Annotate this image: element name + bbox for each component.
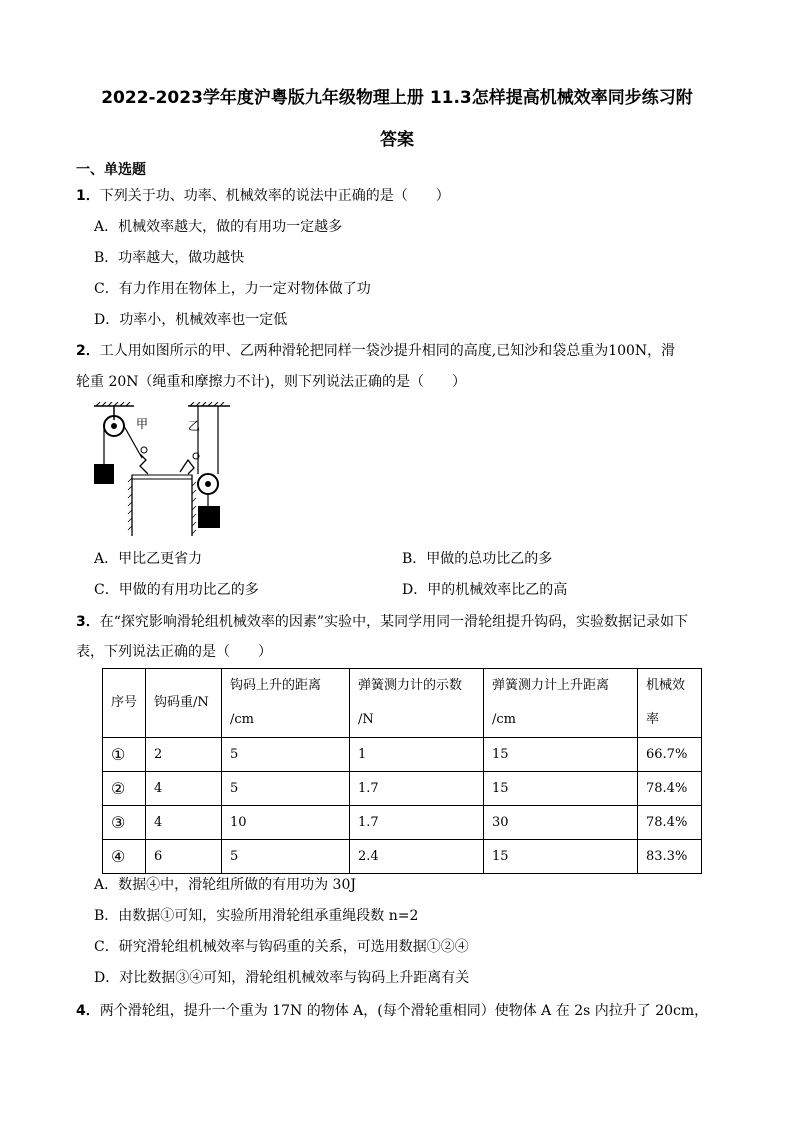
label-jia: 甲 (136, 417, 149, 431)
table-cell: ② (103, 772, 146, 806)
question-number: 3． (76, 614, 100, 630)
question-stem-line1: 工人用如图所示的甲、乙两种滑轮把同样一袋沙提升相同的高度,已知沙和袋总重为100N，滑 (99, 343, 676, 359)
question-2 (76, 342, 675, 360)
question-stem-line1: 两个滑轮组，提升一个重为 17N 的物体 A，(每个滑轮重相同）使物体 A 在 2s 内拉升了 20cm， (99, 1003, 709, 1019)
table-row (103, 738, 702, 772)
table-cell: 10 (222, 806, 350, 840)
table-cell: 2 (146, 738, 222, 772)
header-cell: 弹簧测力计的示数 /N (350, 669, 484, 738)
label-yi: 乙 (188, 419, 201, 433)
option-b: B．甲做的总功比乙的多 (402, 551, 553, 567)
question-stem: 下列关于功、功率、机械效率的说法中正确的是（ ） (99, 188, 450, 204)
table-cell: 15 (484, 772, 638, 806)
load-block-jia (94, 464, 114, 484)
table-cell: ① (103, 738, 146, 772)
table-cell: 15 (484, 738, 638, 772)
table-header-row (103, 669, 702, 738)
table-cell: 5 (222, 840, 350, 874)
table-cell: ③ (103, 806, 146, 840)
question-3 (76, 613, 688, 631)
question-1 (76, 187, 450, 205)
section-heading: 一、单选题 (76, 162, 146, 178)
header-cell: 钩码重/N (146, 669, 222, 738)
question-number: 4． (76, 1003, 100, 1019)
header-cell: 序号 (103, 669, 146, 738)
table-cell: ④ (103, 840, 146, 874)
option-b: B．由数据①可知，实验所用滑轮组承重绳段数 n=2 (94, 908, 419, 924)
option-b: B．功率越大，做功越快 (94, 250, 245, 266)
data-table (102, 668, 702, 874)
table-cell: 1.7 (350, 772, 484, 806)
table-cell: 4 (146, 772, 222, 806)
table-cell: 30 (484, 806, 638, 840)
table-cell: 1 (350, 738, 484, 772)
option-c: C．研究滑轮组机械效率与钩码重的关系，可选用数据①②④ (94, 939, 469, 955)
table-cell: 4 (146, 806, 222, 840)
load-block-yi (198, 506, 220, 528)
header-cell: 机械效 率 (638, 669, 702, 738)
table-row (103, 806, 702, 840)
question-stem-line2: 轮重 20N（绳重和摩擦力不计)，则下列说法正确的是（ ） (76, 374, 466, 390)
option-c: C．有力作用在物体上，力一定对物体做了功 (94, 281, 371, 297)
page-title: 2022-2023学年度沪粤版九年级物理上册 11.3怎样提高机械效率同步练习附 (101, 88, 693, 108)
question-4 (76, 1002, 708, 1020)
header-cell: 钩码上升的距离 /cm (222, 669, 350, 738)
table-cell: 78.4% (638, 806, 702, 840)
question-stem-line2: 表，下列说法正确的是（ ） (76, 644, 272, 660)
header-cell: 弹簧测力计上升距离 /cm (484, 669, 638, 738)
table-cell: 83.3% (638, 840, 702, 874)
option-d: D．对比数据③④可知，滑轮组机械效率与钩码上升距离有关 (94, 970, 470, 986)
option-a: A．甲比乙更省力 (94, 551, 203, 567)
table-cell: 6 (146, 840, 222, 874)
option-d: D．功率小，机械效率也一定低 (94, 312, 288, 328)
pulley-diagram (84, 402, 234, 542)
table-cell: 5 (222, 772, 350, 806)
table-row (103, 772, 702, 806)
table-cell: 15 (484, 840, 638, 874)
table-cell: 1.7 (350, 806, 484, 840)
table-row (103, 840, 702, 874)
option-a: A．数据④中，滑轮组所做的有用功为 30J (94, 877, 356, 893)
question-number: 2． (76, 343, 100, 359)
question-number: 1． (76, 188, 100, 204)
option-a: A．机械效率越大，做的有用功一定越多 (94, 219, 343, 235)
table-cell: 2.4 (350, 840, 484, 874)
option-c: C．甲做的有用功比乙的多 (94, 582, 259, 598)
option-d: D．甲的机械效率比乙的高 (402, 582, 568, 598)
table-cell: 66.7% (638, 738, 702, 772)
table-cell: 5 (222, 738, 350, 772)
table-cell: 78.4% (638, 772, 702, 806)
question-stem-line1: 在“探究影响滑轮组机械效率的因素”实验中，某同学用同一滑轮组提升钩码，实验数据记录如下 (99, 614, 689, 630)
page-title-continued: 答案 (380, 130, 414, 150)
